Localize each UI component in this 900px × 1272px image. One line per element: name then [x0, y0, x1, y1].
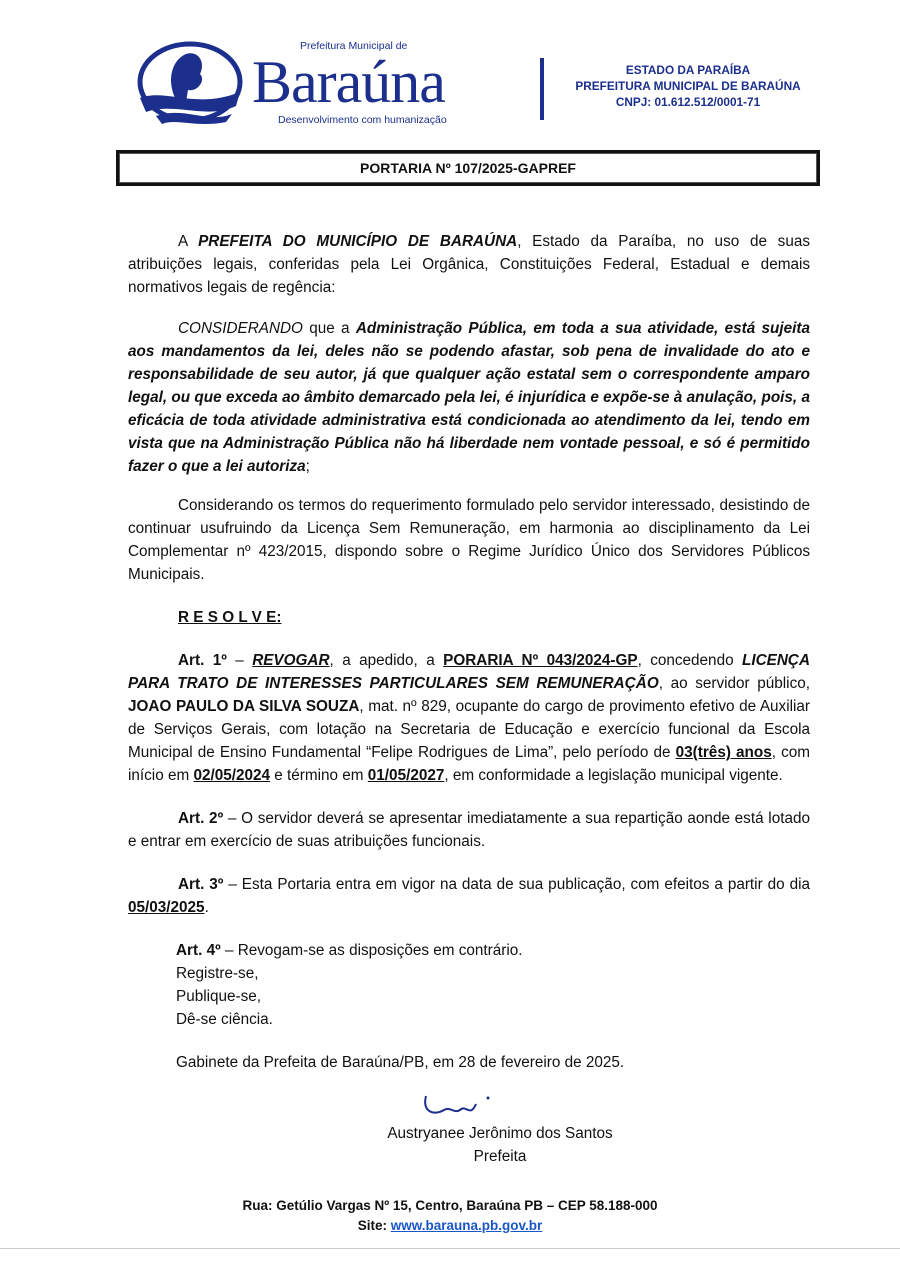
- state-line: PREFEITURA MUNICIPAL DE BARAÚNA: [575, 79, 801, 93]
- text: que a: [302, 320, 356, 337]
- brand-slogan: Desenvolvimento com humanização: [278, 114, 447, 126]
- text: , ao servidor público,: [658, 675, 810, 692]
- brand-name: Baraúna: [252, 49, 445, 115]
- footer-address: Rua: Getúlio Vargas Nº 15, Centro, Baraúna PB – CEP 58.188-000: [242, 1198, 658, 1213]
- signature-block: [300, 1122, 700, 1168]
- text: , Estado da Paraíba, no uso de suas atribuições legais, conferidas pela Lei Orgânica, Constituições Federal, Estadual e demais normativos legais de regência:: [128, 233, 810, 296]
- resolve-heading: [178, 606, 378, 629]
- cnpj-line: CNPJ: 01.612.512/0001-71: [615, 95, 761, 109]
- page-edge: [0, 1248, 900, 1249]
- article-2: [128, 807, 810, 853]
- text: 03(três) anos: [675, 744, 772, 761]
- text: A: [178, 233, 199, 250]
- closing-line: Publique-se,: [176, 988, 262, 1005]
- text: Art. 3º: [178, 876, 224, 893]
- text: 02/05/2024: [193, 767, 271, 784]
- article-1: [128, 649, 810, 787]
- site-link[interactable]: www.barauna.pb.gov.br: [390, 1218, 543, 1233]
- closing-line: Dê-se ciência.: [176, 1011, 273, 1028]
- text: JOAO PAULO DA SILVA SOUZA: [128, 698, 360, 715]
- text: – O servidor deverá se apresentar imediatamente a sua repartição aonde está lotado e entrar em exercício de suas atribuições funcionais.: [128, 810, 810, 850]
- state-line: ESTADO DA PARAÍBA: [625, 63, 751, 77]
- text: – Revogam-se as disposições em contrário.: [220, 942, 523, 959]
- closing-line: Registre-se,: [176, 965, 259, 982]
- text: .: [204, 899, 209, 916]
- text: , mat. nº 829, ocupante do cargo de provimento efetivo de Auxiliar de Serviços Gerais, com lotação na Secretaria de Educação e exercício funcional da Escola Municipal de Ensino Fundamental “Felipe Rodrigues de Lima”, pelo período de: [128, 698, 810, 761]
- footer: [0, 1196, 900, 1236]
- text: –: [226, 652, 253, 669]
- title-text: PORTARIA Nº 107/2025-GAPREF: [360, 160, 576, 176]
- text: Art. 4º: [176, 942, 221, 959]
- text: , em conformidade a legislação municipal vigente.: [444, 767, 783, 784]
- text: ;: [305, 458, 310, 475]
- article-4: [176, 939, 776, 1031]
- considerando-2-paragraph: Considerando os termos do requerimento formulado pelo servidor interessado, desistindo de continuar usufruindo da Licença Sem Remuneração, em harmonia ao disciplinamento da Lei Complementar nº 423/2015, dispondo sobre o Regime Jurídico Único dos Servidores Públicos Municipais.: [128, 497, 810, 583]
- signer-name: Austryanee Jerônimo dos Santos: [387, 1125, 613, 1142]
- text: Administração Pública, em toda a sua atividade, está sujeita aos mandamentos da lei, deles não se podendo afastar, sob pena de invalidade do ato e responsabilidade de seu autor, já que qualquer ação estatal sem o correspondente amparo legal, ou que exceda ao âmbito demarcado pela lei, é injurídica e expõe-se à anulação, pois, a eficácia de toda atividade administrativa está condicionada ao atendimento da lei, tendo em vista que na Administração Pública não há liberdade nem vontade pessoal, e só é permitido fazer o que a lei autoriza: [128, 320, 810, 475]
- text: 05/03/2025: [128, 899, 205, 916]
- text: LICENÇA PARA TRATO DE INTERESSES PARTICULARES SEM REMUNERAÇÃO: [128, 652, 810, 692]
- text: CONSIDERANDO: [178, 320, 303, 337]
- intro-paragraph: [128, 230, 810, 299]
- gabinete-line: Gabinete da Prefeita de Baraúna/PB, em 28 de fevereiro de 2025.: [176, 1054, 625, 1071]
- text: , concedendo: [637, 652, 742, 669]
- text: PREFEITA DO MUNICÍPIO DE BARAÚNA: [198, 233, 518, 250]
- text: , com início em: [128, 744, 810, 784]
- site-label: Site:: [357, 1218, 391, 1233]
- text: Art. 2º: [178, 810, 224, 827]
- text: PORARIA Nº 043/2024-GP: [443, 652, 638, 669]
- text: REVOGAR: [252, 652, 330, 669]
- text: e término em: [270, 767, 368, 784]
- signer-role: Prefeita: [473, 1148, 527, 1165]
- brand-prefix: Prefeitura Municipal de: [300, 40, 408, 52]
- signature-scribble-icon: [420, 1092, 500, 1122]
- text: Art. 1º: [178, 652, 227, 669]
- text: 01/05/2027: [367, 767, 445, 784]
- text: R E S O L V E:: [178, 609, 282, 626]
- article-3: [128, 873, 810, 919]
- text: – Esta Portaria entra em vigor na data de sua publicação, com efeitos a partir do dia: [223, 876, 810, 893]
- text: , a apedido, a: [329, 652, 444, 669]
- considerando-paragraph: [128, 317, 810, 478]
